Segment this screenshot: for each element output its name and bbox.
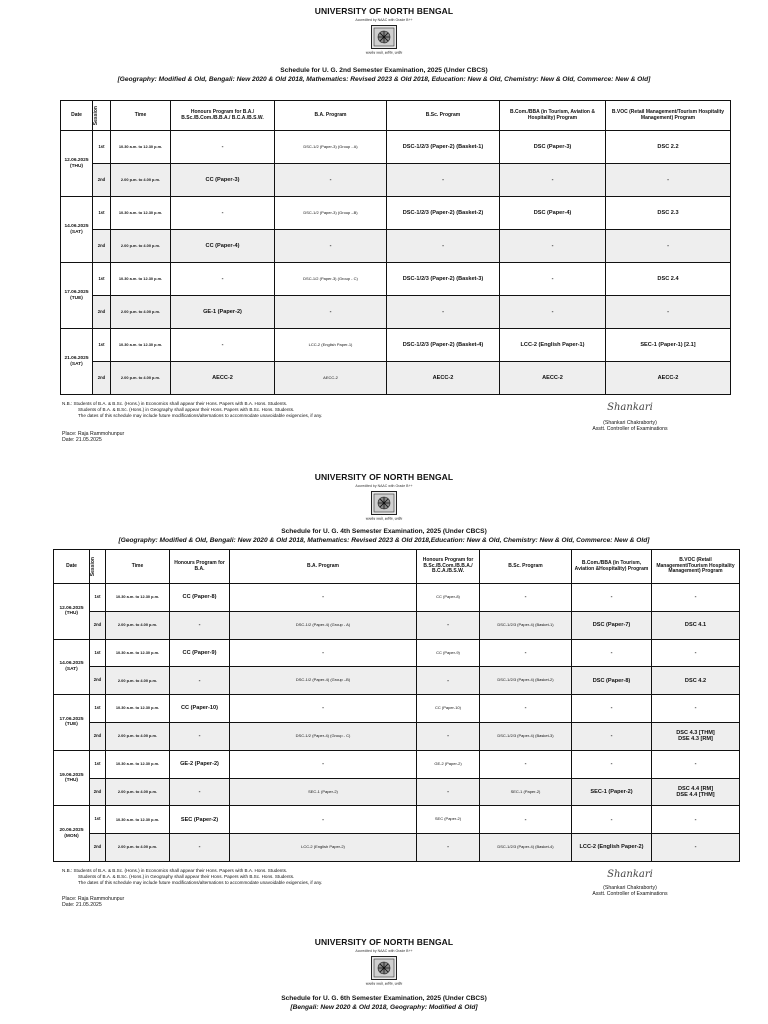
accreditation-text: Accredited by NAAC with Grade B++ — [355, 18, 413, 22]
university-seal-icon — [371, 25, 397, 49]
hons-ba-cell: CC (Paper-8) — [170, 584, 230, 612]
ba-cell: - — [275, 164, 387, 197]
bcom-cell: - — [572, 722, 652, 750]
session-cell: 1st — [93, 329, 111, 362]
bvoc-cell: DSC 4.4 [RM] DSE 4.4 [THM] — [652, 778, 740, 806]
motto-text: सत्यमेव जयते, शान्तिः, प्रगतिः — [365, 517, 403, 521]
note-line: N.B.: Students of B.A. & B.Sc. (Hons.) in Economics shall appear their Hons. Papers with B.A. Hons. Students. — [62, 401, 288, 406]
time-cell: 2.00 p.m. to 4.00 p.m. — [111, 296, 171, 329]
table-row — [61, 197, 731, 230]
col-hons: Honours Program for B.A./ B.Sc./B.Com./B.B.A./ B.C.A./B.S.W. — [171, 101, 275, 131]
date-value: 20.06.2025 — [59, 828, 84, 834]
time-cell: 10.30 a.m. to 12.30 p.m. — [106, 806, 170, 834]
accreditation-text: Accredited by NAAC with Grade B++ — [355, 484, 413, 488]
bcom-cell: - — [500, 263, 606, 296]
hons-ba-cell: - — [170, 611, 230, 639]
date-text: Date: 21.05.2025 — [62, 902, 102, 909]
sem6-section — [0, 937, 768, 1011]
session-cell: 2nd — [93, 230, 111, 263]
table-row — [54, 695, 740, 723]
time-cell: 2.00 p.m. to 4.00 p.m. — [111, 362, 171, 395]
ba-cell: - — [230, 584, 417, 612]
date-value: 12.06.2025 — [64, 157, 89, 163]
ba-cell: DSC-1/2 (Paper-4) (Group –B) — [230, 667, 417, 695]
col-bcom: B.Com./BBA (in Tourism, Aviation &Hospitality) Program — [572, 550, 652, 584]
bcom-cell: - — [572, 806, 652, 834]
bsc-cell: - — [387, 230, 500, 263]
hons-cell: - — [171, 263, 275, 296]
ba-cell: - — [275, 230, 387, 263]
bvoc-cell: DSC 2.3 — [606, 197, 731, 230]
bsc-cell: - — [480, 750, 572, 778]
accreditation-text: Accredited by NAAC with Grade B++ — [355, 949, 413, 953]
bcom-cell: - — [572, 695, 652, 723]
col-ba: B.A. Program — [230, 550, 417, 584]
col-session: Session — [93, 101, 111, 131]
ba-cell: LCC-2 (English Paper-2) — [230, 834, 417, 862]
weekday-value: (SAT) — [70, 361, 83, 367]
date-cell — [54, 639, 90, 695]
time-cell: 10.30 a.m. to 12.30 p.m. — [111, 197, 171, 230]
table-row — [61, 362, 731, 395]
ba-cell: DSC-1/2 (Paper-3) (Group - C) — [275, 263, 387, 296]
col-time: Time — [106, 550, 170, 584]
ba-cell: - — [230, 806, 417, 834]
date-cell — [61, 197, 93, 263]
weekday-value: (THU) — [64, 611, 79, 617]
note-line: Students of B.A. & B.Sc. (Hons.) in Geography shall appear their Hons. Papers with B.Sc. Hons. Students. — [78, 407, 295, 412]
bcom-cell: DSC (Paper-4) — [500, 197, 606, 230]
time-cell: 2.00 p.m. to 4.00 p.m. — [106, 722, 170, 750]
bvoc-cell: - — [652, 806, 740, 834]
hons-other-cell: - — [417, 834, 480, 862]
bsc-cell: DSC-1/2/3 (Paper-4) (Basket-3) — [480, 722, 572, 750]
date-value: 14.06.2025 — [64, 223, 89, 229]
table-row — [61, 329, 731, 362]
hons-cell: AECC-2 — [171, 362, 275, 395]
bsc-cell: SEC-1 (Paper-2) — [480, 778, 572, 806]
bcom-cell: DSC (Paper-8) — [572, 667, 652, 695]
hons-other-cell: SEC (Paper-2) — [417, 806, 480, 834]
bvoc-cell: DSC 4.1 — [652, 611, 740, 639]
bvoc-cell: - — [652, 639, 740, 667]
note-line: The dates of this schedule may include future modifications/alternations to accommodate unavoidable exigencies, if any. — [78, 413, 323, 418]
col-session: Session — [90, 550, 106, 584]
table-row — [61, 296, 731, 329]
signatory-designation: Asstt. Controller of Examinations — [592, 891, 668, 898]
bsc-cell: DSC-1/2/3 (Paper-4) (Basket-1) — [480, 611, 572, 639]
weekday-value: (THU) — [64, 778, 79, 784]
sem6-title: Schedule for U. G. 6th Semester Examination, 2025 (Under CBCS) — [281, 995, 487, 1002]
date-cell — [54, 695, 90, 751]
sem2-place-date — [62, 431, 124, 443]
date-cell — [61, 131, 93, 197]
bsc-cell: DSC-1/2/3 (Paper-2) (Basket-2) — [387, 197, 500, 230]
table-row — [54, 778, 740, 806]
session-cell: 1st — [90, 750, 106, 778]
hons-cell: GE-1 (Paper-2) — [171, 296, 275, 329]
bcom-cell: - — [572, 584, 652, 612]
col-bsc: B.Sc. Program — [480, 550, 572, 584]
bcom-cell: DSC (Paper-3) — [500, 131, 606, 164]
bcom-cell: AECC-2 — [500, 362, 606, 395]
signatory-name: (Shankari Chakraborty) — [603, 885, 657, 891]
bsc-cell: - — [480, 695, 572, 723]
sem4-schedule-table — [53, 549, 740, 862]
date-value: 14.06.2025 — [59, 661, 84, 667]
session-cell: 1st — [93, 197, 111, 230]
session-cell: 1st — [90, 639, 106, 667]
col-date: Date — [61, 101, 93, 131]
bsc-cell: - — [480, 639, 572, 667]
bvoc-cell: AECC-2 — [606, 362, 731, 395]
hons-other-cell: - — [417, 778, 480, 806]
date-cell — [61, 329, 93, 395]
note-line: Students of B.A. & B.Sc. (Hons.) in Geography shall appear their Hons. Papers with B.Sc. Hons. Students. — [78, 874, 295, 879]
bvoc-cell: DSC 4.3 [THM] DSE 4.3 [RM] — [652, 722, 740, 750]
sem4-subtitle: [Geography: Modified & Old, Bengali: New 2020 & Old 2018, Mathematics: Revised 2023 & Old 2018,Education: New & Old, Chemistry: New & Old, Commerce: New & Old] — [118, 537, 650, 544]
session-cell: 2nd — [90, 722, 106, 750]
table-row — [61, 131, 731, 164]
table-row — [54, 611, 740, 639]
date-text: Date: 21.05.2025 — [62, 437, 102, 444]
bcom-cell: LCC-2 (English Paper-1) — [500, 329, 606, 362]
place-text: Place: Raja Rammohunpur — [62, 896, 125, 902]
sem2-schedule-table — [60, 100, 731, 395]
date-value: 17.06.2025 — [64, 289, 89, 295]
ba-cell: - — [230, 695, 417, 723]
bvoc-cell: DSC 4.2 — [652, 667, 740, 695]
time-cell: 2.00 p.m. to 4.00 p.m. — [106, 611, 170, 639]
table-row — [54, 834, 740, 862]
hons-cell: CC (Paper-3) — [171, 164, 275, 197]
bsc-cell: DSC-1/2/3 (Paper-2) (Basket-3) — [387, 263, 500, 296]
note-line: N.B.: Students of B.A. & B.Sc. (Hons.) in Economics shall appear their Hons. Papers with B.A. Hons. Students. — [62, 868, 288, 873]
table-row — [54, 667, 740, 695]
bsc-cell: DSC-1/2/3 (Paper-4) (Basket-4) — [480, 834, 572, 862]
signatory-designation: Asstt. Controller of Examinations — [592, 426, 668, 433]
table-row — [61, 230, 731, 263]
time-cell: 10.30 a.m. to 12.30 p.m. — [111, 131, 171, 164]
bsc-cell: AECC-2 — [387, 362, 500, 395]
bsc-cell: DSC-1/2/3 (Paper-2) (Basket-4) — [387, 329, 500, 362]
time-cell: 2.00 p.m. to 4.00 p.m. — [106, 667, 170, 695]
col-bcom: B.Com./BBA (in Tourism, Aviation & Hospitality) Program — [500, 101, 606, 131]
sem2-notes — [62, 401, 322, 419]
hons-cell: - — [171, 131, 275, 164]
signature-image: Shankari — [607, 402, 653, 413]
bcom-cell: - — [500, 296, 606, 329]
university-name: UNIVERSITY OF NORTH BENGAL — [314, 472, 454, 482]
bcom-cell: LCC-2 (English Paper-2) — [572, 834, 652, 862]
time-cell: 10.30 a.m. to 12.30 p.m. — [111, 263, 171, 296]
bvoc-cell: - — [606, 164, 731, 197]
ba-cell: DSC-1/2 (Paper-3) (Group –B) — [275, 197, 387, 230]
date-cell — [54, 584, 90, 640]
sem4-signatory — [575, 885, 685, 898]
university-name: UNIVERSITY OF NORTH BENGAL — [314, 6, 454, 16]
time-cell: 2.00 p.m. to 4.00 p.m. — [111, 164, 171, 197]
date-cell — [61, 263, 93, 329]
date-value: 12.06.2025 — [59, 605, 84, 611]
sem2-subtitle: [Geography: Modified & Old, Bengali: New 2020 & Old 2018, Mathematics: Revised 2023 & Old 2018, Education: New & Old, Chemistry: New & Old, Commerce: New & Old] — [117, 76, 651, 83]
bcom-cell: - — [500, 230, 606, 263]
col-ba: B.A. Program — [275, 101, 387, 131]
hons-cell: - — [171, 197, 275, 230]
table-row — [54, 584, 740, 612]
hons-other-cell: - — [417, 611, 480, 639]
hons-cell: CC (Paper-4) — [171, 230, 275, 263]
time-cell: 2.00 p.m. to 4.00 p.m. — [106, 778, 170, 806]
session-cell: 1st — [93, 131, 111, 164]
hons-ba-cell: - — [170, 778, 230, 806]
weekday-value: (SAT) — [70, 229, 83, 235]
ba-cell: DSC-1/2 (Paper-4) (Group - C) — [230, 722, 417, 750]
sem4-place-date — [62, 896, 124, 908]
session-cell: 1st — [90, 806, 106, 834]
bvoc-cell: DSC 2.4 — [606, 263, 731, 296]
ba-cell: AECC-2 — [275, 362, 387, 395]
sem4-table-body — [54, 584, 740, 862]
bcom-cell: - — [572, 750, 652, 778]
place-text: Place: Raja Rammohunpur — [62, 431, 125, 437]
col-date: Date — [54, 550, 90, 584]
bvoc-cell: DSC 2.2 — [606, 131, 731, 164]
table-row — [61, 164, 731, 197]
hons-other-cell: - — [417, 722, 480, 750]
session-cell: 1st — [90, 584, 106, 612]
ba-cell: DSC-1/2 (Paper-4) (Group - A) — [230, 611, 417, 639]
weekday-value: (TUE) — [70, 295, 83, 301]
university-seal-icon — [371, 956, 397, 980]
hons-other-cell: CC (Paper-9) — [417, 639, 480, 667]
hons-ba-cell: CC (Paper-10) — [170, 695, 230, 723]
hons-ba-cell: CC (Paper-9) — [170, 639, 230, 667]
table-row — [54, 722, 740, 750]
time-cell: 10.30 a.m. to 12.30 p.m. — [106, 695, 170, 723]
session-cell: 2nd — [90, 778, 106, 806]
hons-cell: - — [171, 329, 275, 362]
bsc-cell: DSC-1/2/3 (Paper-4) (Basket-2) — [480, 667, 572, 695]
col-hons-other: Honours Program for B.Sc./B.Com./B.B.A./ B.C.A./B.S.W. — [417, 550, 480, 584]
hons-other-cell: CC (Paper-10) — [417, 695, 480, 723]
signature-image: Shankari — [607, 869, 653, 880]
session-cell: 1st — [90, 695, 106, 723]
bvoc-cell: - — [652, 695, 740, 723]
sem2-table-body — [61, 131, 731, 395]
hons-other-cell: GE-2 (Paper-2) — [417, 750, 480, 778]
ba-cell: - — [275, 296, 387, 329]
bvoc-cell: - — [652, 834, 740, 862]
col-bsc: B.Sc. Program — [387, 101, 500, 131]
col-time: Time — [111, 101, 171, 131]
weekday-value: (TUE) — [65, 722, 78, 728]
table-row — [54, 750, 740, 778]
sem4-notes — [62, 868, 322, 886]
sem2-title: Schedule for U. G. 2nd Semester Examination, 2025 (Under CBCS) — [280, 67, 488, 74]
time-cell: 10.30 a.m. to 12.30 p.m. — [111, 329, 171, 362]
session-cell: 2nd — [90, 667, 106, 695]
hons-ba-cell: - — [170, 722, 230, 750]
hons-ba-cell: - — [170, 667, 230, 695]
weekday-value: (THU) — [69, 163, 84, 169]
bvoc-cell: - — [606, 296, 731, 329]
motto-text: सत्यमेव जयते, शान्तिः, प्रगतिः — [365, 982, 403, 986]
hons-ba-cell: SEC (Paper-2) — [170, 806, 230, 834]
hons-ba-cell: - — [170, 834, 230, 862]
bvoc-cell: SEC-1 (Paper-1) [2.1] — [606, 329, 731, 362]
university-seal-icon — [371, 491, 397, 515]
bsc-cell: - — [387, 296, 500, 329]
ba-cell: DSC-1/2 (Paper-3) (Group - A) — [275, 131, 387, 164]
session-cell: 2nd — [93, 164, 111, 197]
motto-text: सत्यमेव जयते, शान्तिः, प्रगतिः — [365, 51, 403, 55]
bvoc-cell: - — [606, 230, 731, 263]
session-cell: 2nd — [90, 611, 106, 639]
sem4-title: Schedule for U. G. 4th Semester Examination, 2025 (Under CBCS) — [281, 528, 487, 535]
date-value: 19.06.2025 — [59, 772, 84, 778]
hons-ba-cell: GE-2 (Paper-2) — [170, 750, 230, 778]
date-value: 17.06.2025 — [59, 716, 84, 722]
ba-cell: SEC-1 (Paper-2) — [230, 778, 417, 806]
ba-cell: - — [230, 750, 417, 778]
ba-cell: - — [230, 639, 417, 667]
bsc-cell: DSC-1/2/3 (Paper-2) (Basket-1) — [387, 131, 500, 164]
table-row — [54, 639, 740, 667]
bcom-cell: - — [500, 164, 606, 197]
bsc-cell: - — [480, 806, 572, 834]
hons-other-cell: CC (Paper-8) — [417, 584, 480, 612]
hons-other-cell: - — [417, 667, 480, 695]
time-cell: 2.00 p.m. to 4.00 p.m. — [111, 230, 171, 263]
date-value: 21.06.2025 — [64, 355, 89, 361]
bcom-cell: SEC-1 (Paper-2) — [572, 778, 652, 806]
university-name: UNIVERSITY OF NORTH BENGAL — [314, 937, 454, 947]
time-cell: 10.30 a.m. to 12.30 p.m. — [106, 750, 170, 778]
table-row — [54, 806, 740, 834]
weekday-value: (MON) — [64, 833, 79, 839]
session-cell: 2nd — [93, 362, 111, 395]
note-line: The dates of this schedule may include future modifications/alternations to accommodate unavoidable exigencies, if any. — [78, 880, 323, 885]
weekday-value: (SAT) — [65, 666, 78, 672]
session-cell: 2nd — [93, 296, 111, 329]
time-cell: 2.00 p.m. to 4.00 p.m. — [106, 834, 170, 862]
time-cell: 10.30 a.m. to 12.30 p.m. — [106, 639, 170, 667]
table-row — [61, 263, 731, 296]
col-hons-ba: Honours Program for B.A. — [170, 550, 230, 584]
ba-cell: LCC-2 (English Paper-1) — [275, 329, 387, 362]
sem2-signatory — [575, 420, 685, 433]
session-cell: 2nd — [90, 834, 106, 862]
sem6-subtitle: [Bengali: New 2020 & Old 2018, Geography: Modified & Old] — [290, 1004, 478, 1011]
date-cell — [54, 750, 90, 806]
bvoc-cell: - — [652, 584, 740, 612]
bcom-cell: DSC (Paper-7) — [572, 611, 652, 639]
col-bvoc: B.VOC (Retail Management/Tourism Hospitality Management) Program — [652, 550, 740, 584]
bvoc-cell: - — [652, 750, 740, 778]
col-bvoc: B.VOC (Retail Management/Tourism Hospitality Management) Program — [606, 101, 731, 131]
signatory-name: (Shankari Chakraborty) — [603, 420, 657, 426]
session-cell: 1st — [93, 263, 111, 296]
time-cell: 10.30 a.m. to 12.30 p.m. — [106, 584, 170, 612]
bsc-cell: - — [387, 164, 500, 197]
bcom-cell: - — [572, 639, 652, 667]
date-cell — [54, 806, 90, 862]
bsc-cell: - — [480, 584, 572, 612]
